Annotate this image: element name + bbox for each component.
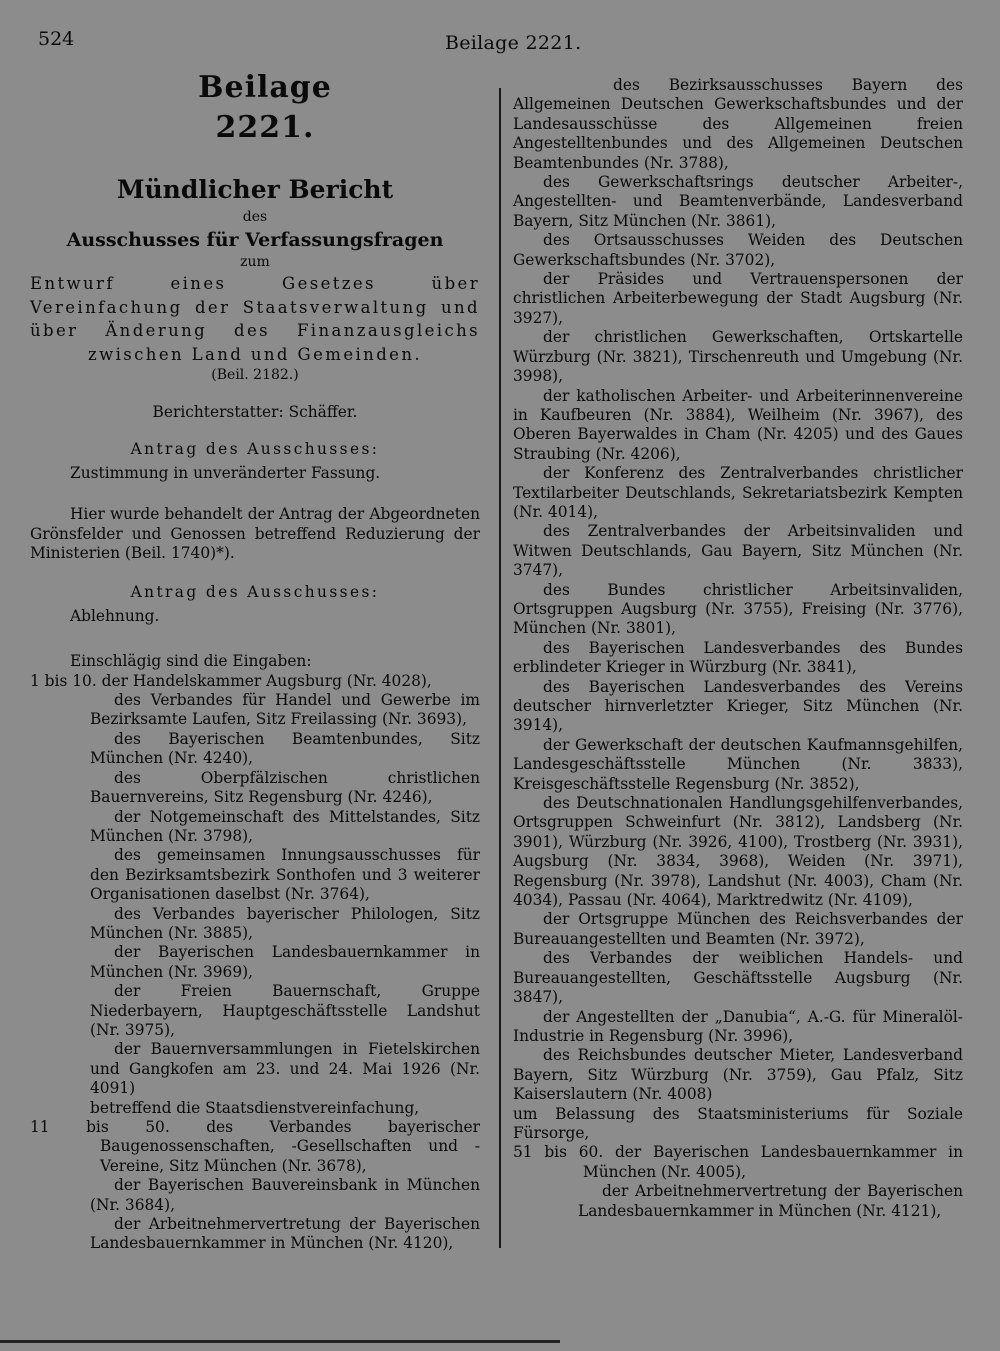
list-item: des Verbandes bayerischer Philologen, Sitz München (Nr. 3885), xyxy=(90,904,480,942)
list-item: des Verbandes für Handel und Gewerbe im Bezirksamte Laufen, Sitz Freilassing (Nr. 3693), xyxy=(90,691,480,729)
list-item: der Notgemeinschaft des Mittelstandes, Sitz München (Nr. 3798), xyxy=(90,807,480,845)
petitions-heading: Einschlägig sind die Eingaben: xyxy=(70,652,312,671)
list-item: betreffend die Staatsdienstvereinfachung, xyxy=(90,1098,420,1117)
list-item: des Reichsbundes deutscher Mieter, Landesverband Bayern, Sitz Würzburg (Nr. 3759), Gau Pfalz, Sitz Kaiserslautern (Nr. 4008) xyxy=(513,1046,963,1104)
motion-text-1: Zustimmung in unveränderter Fassung. xyxy=(70,463,381,482)
list-item: der Ortsgruppe München des Reichsverbandes der Bureauangestellten und Beamten (Nr. 3972), xyxy=(513,910,963,948)
treated-paragraph: Hier wurde behandelt der Antrag der Abgeordneten Grönsfelder und Genossen betreffend Reduzierung der Ministerien (Beil. 1740)*). xyxy=(30,505,480,563)
list-item: der Präsides und Vertrauenspersonen der christlichen Arbeiterbewegung der Stadt Augsburg (Nr. 3927), xyxy=(513,270,963,327)
list-item: der Gewerkschaft der deutschen Kaufmannsgehilfen, Landesgeschäftsstelle München (Nr. 3833), Kreisgeschäftsstelle Regensburg (Nr. 3852), xyxy=(513,735,963,793)
right-column xyxy=(513,76,963,1221)
list-item: des gemeinsamen Innungsausschusses für den Bezirksamtsbezirk Sonthofen und 3 weiterer Organisationen daselbst (Nr. 3764), xyxy=(90,846,480,904)
list-item: des Bundes christlicher Arbeitsinvaliden, Ortsgruppen Augsburg (Nr. 3755), Freising (Nr. 3776), München (Nr. 3801), xyxy=(513,580,963,638)
list-item: des Bezirksausschusses Bayern des Allgemeinen Deutschen Gewerkschaftsbundes und der Landesausschüsse des Allgemeinen freien Angestelltenbundes und des Allgemeinen Deutschen Beamtenbundes (Nr. 3788), xyxy=(513,76,963,172)
list-item: des Bayerischen Landesverbandes des Bundes erblindeter Krieger in Würzburg (Nr. 3841), xyxy=(513,638,963,677)
list-item: der Bayerischen Landesbauernkammer in München (Nr. 3969), xyxy=(90,943,480,981)
running-head: Beilage 2221. xyxy=(445,32,582,54)
list-item: um Belassung des Staatsministeriums für Soziale Fürsorge, xyxy=(513,1104,963,1142)
committee-name: Ausschusses für Verfassungsfragen xyxy=(66,229,444,251)
list-item: der Bauernversammlungen in Fietelskirchen und Gangkofen am 23. und 24. Mai 1926 (Nr. 4091) xyxy=(90,1040,480,1098)
list-item: des Zentralverbandes der Arbeitsinvaliden und Witwen Deutschlands, Gau Bayern, Sitz München (Nr. 3747), xyxy=(513,522,963,580)
left-column xyxy=(30,68,480,1254)
motion-heading-2: Antrag des Ausschusses: xyxy=(130,583,380,602)
column-divider xyxy=(499,88,501,1248)
zum-label: zum xyxy=(240,254,270,270)
list-item: der Konferenz des Zentralverbandes christlicher Textilarbeiter Deutschlands, Sekretariatsbezirk Kempten (Nr. 4014), xyxy=(513,464,963,521)
list-item: der Freien Bauernschaft, Gruppe Niederbayern, Hauptgeschäftsstelle Landshut (Nr. 3975), xyxy=(90,982,480,1039)
list-item: der Angestellten der „Danubia“, A.-G. für Mineralöl-Industrie in Regensburg (Nr. 3996), xyxy=(513,1007,963,1045)
list-item: der Bayerischen Bauvereinsbank in München (Nr. 3684), xyxy=(90,1176,480,1214)
list-item: des Verbandes der weiblichen Handels- und Bureauangestellten, Geschäftsstelle Augsburg (Nr. 3847), xyxy=(513,949,963,1007)
list-item: des Deutschnationalen Handlungsgehilfenverbandes, Ortsgruppen Schweinfurt (Nr. 3812), Landsberg (Nr. 3901), Würzburg (Nr. 3926, 4100), Trostberg (Nr. 3931), Augsburg (Nr. 3834, 3968), Weiden (Nr. 3971), Regensburg (Nr. 3978), Landshut (Nr. 4003), Cham (Nr. 4034), Passau (Nr. 4064), Marktredwitz (Nr. 4109), xyxy=(513,794,963,910)
beil-reference: (Beil. 2182.) xyxy=(211,367,299,383)
list-item: 51 bis 60. der Bayerischen Landesbauernkammer in München (Nr. 4005), xyxy=(513,1143,963,1181)
list-item: des Oberpfälzischen christlichen Bauernvereins, Sitz Regensburg (Nr. 4246), xyxy=(90,768,480,807)
bottom-rule xyxy=(0,1340,560,1343)
des-label: des xyxy=(242,209,268,225)
document-title: Beilage 2221. xyxy=(198,70,332,145)
motion-heading-1: Antrag des Ausschusses: xyxy=(130,440,380,459)
motion-text-2: Ablehnung. xyxy=(70,606,160,625)
list-item: des Gewerkschaftsrings deutscher Arbeiter-, Angestellten- und Beamtenverbände, Landesverband Bayern, Sitz München (Nr. 3861), xyxy=(513,173,963,230)
list-item: 1 bis 10. der Handelskammer Augsburg (Nr. 4028), xyxy=(30,671,432,690)
list-item: des Ortsausschusses Weiden des Deutschen Gewerkschaftsbundes (Nr. 3702), xyxy=(513,231,963,269)
list-item: des Bayerischen Landesverbandes des Vereins deutscher hirnverletzter Krieger, Sitz München (Nr. 3914), xyxy=(513,677,963,735)
rapporteur: Berichterstatter: Schäffer. xyxy=(152,403,358,421)
page-number: 524 xyxy=(38,28,75,50)
list-item: der Arbeitnehmervertretung der Bayerischen Landesbauernkammer in München (Nr. 4120), xyxy=(90,1215,480,1253)
list-item: 11 bis 50. des Verbandes bayerischer Baugenossenschaften, -Gesellschaften und -Vereine, Sitz München (Nr. 3678), xyxy=(30,1118,480,1175)
list-item: der christlichen Gewerkschaften, Ortskartelle Würzburg (Nr. 3821), Tirschenreuth und Umgebung (Nr. 3998), xyxy=(513,328,963,386)
list-item: der Arbeitnehmervertretung der Bayerischen Landesbauernkammer in München (Nr. 4121), xyxy=(578,1182,963,1220)
list-item: der katholischen Arbeiter- und Arbeiterinnenvereine in Kaufbeuren (Nr. 3884), Weilheim (Nr. 3967), des Oberen Bayerwaldes in Cham (Nr. 4205) und des Gaues Straubing (Nr. 4206), xyxy=(513,386,963,463)
list-item: des Bayerischen Beamtenbundes, Sitz München (Nr. 4240), xyxy=(90,729,480,768)
report-subtitle: Mündlicher Bericht xyxy=(116,175,394,204)
draft-title: Entwurf eines Gesetzes über Vereinfachung der Staatsverwaltung und über Änderung des Finanzausgleichs zwischen Land und Gemeinden. xyxy=(30,274,480,364)
